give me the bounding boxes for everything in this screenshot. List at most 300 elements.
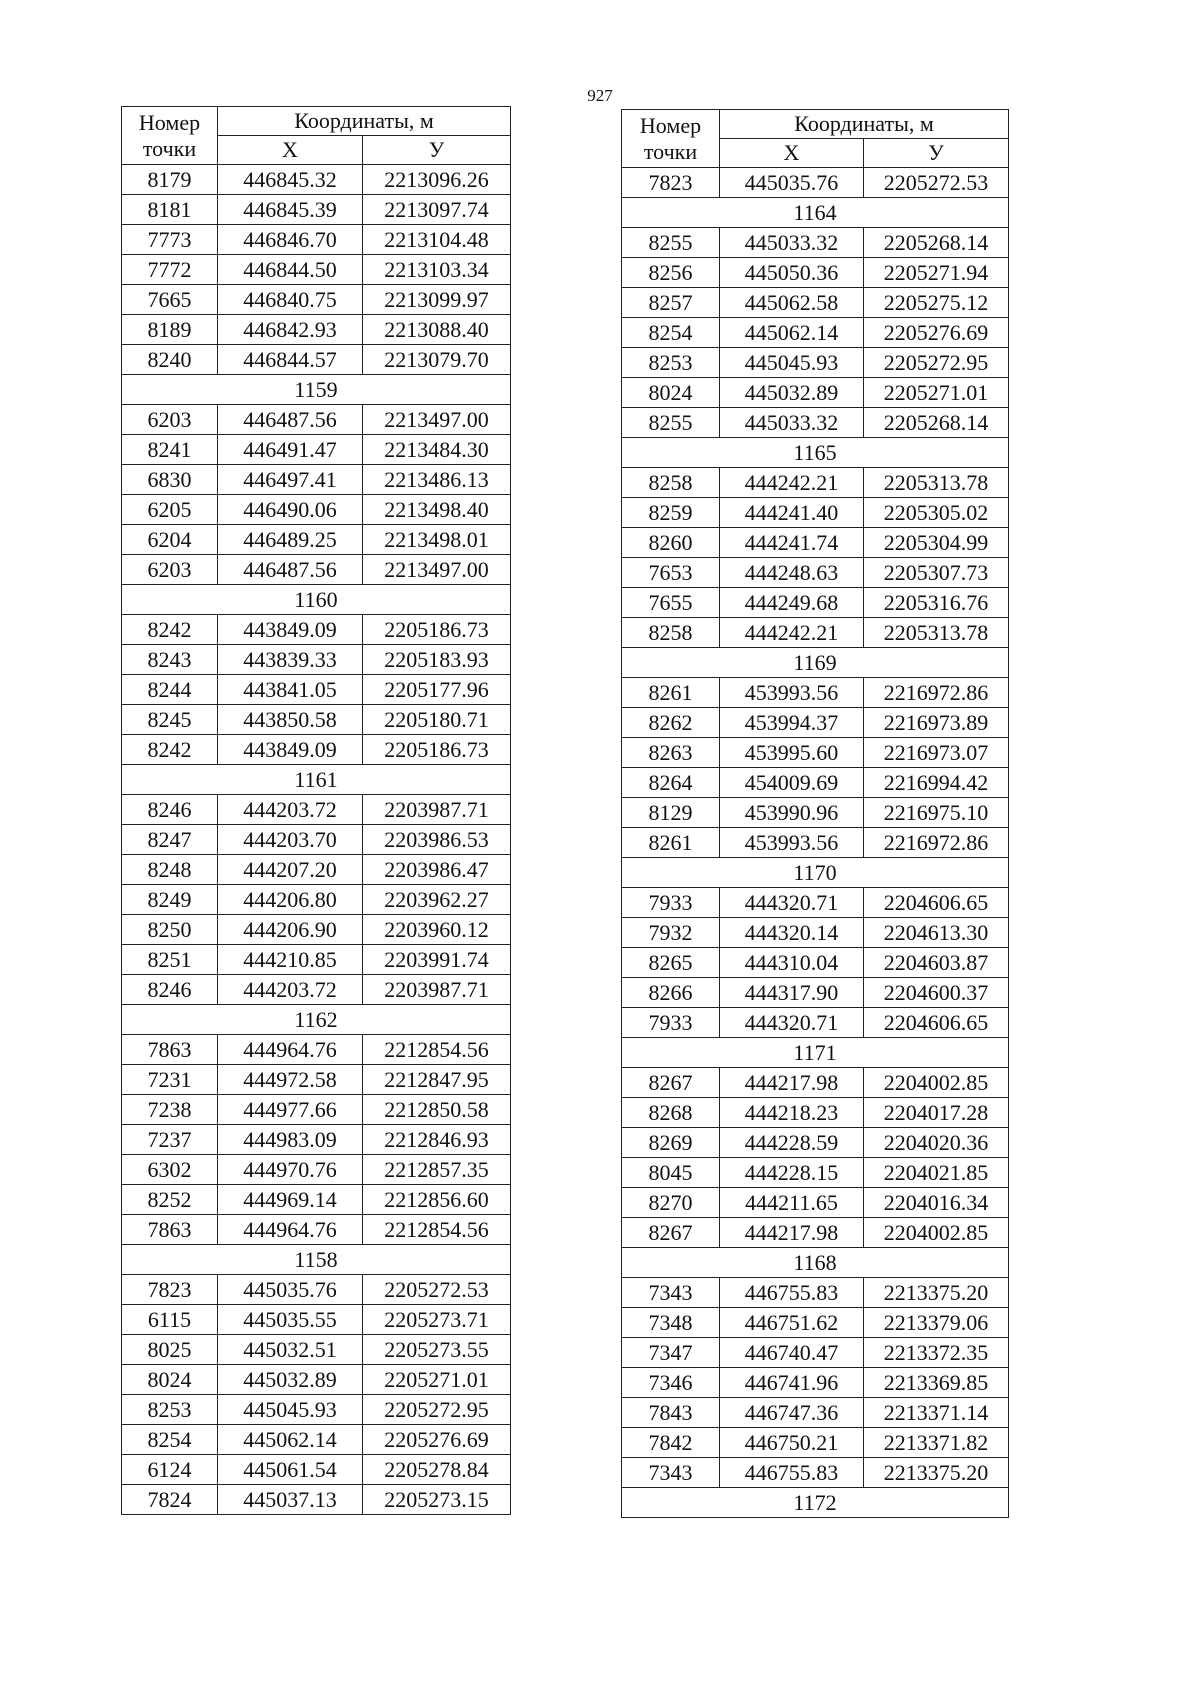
- table-row: [122, 1155, 511, 1185]
- x-coordinate-cell: 446490.06: [218, 495, 363, 525]
- y-coordinate-cell: 2204600.37: [864, 978, 1009, 1008]
- x-coordinate-cell: 445033.32: [720, 408, 864, 438]
- table-row: [122, 795, 511, 825]
- table-row: [622, 798, 1009, 828]
- point-number-cell: 8257: [622, 288, 720, 318]
- x-coordinate-cell: 444203.72: [218, 975, 363, 1005]
- point-number-cell: 8129: [622, 798, 720, 828]
- table-row: [122, 405, 511, 435]
- x-coordinate-cell: 446846.70: [218, 225, 363, 255]
- x-coordinate-cell: 444248.63: [720, 558, 864, 588]
- table-row: [622, 948, 1009, 978]
- section-row: [122, 765, 511, 795]
- point-number-cell: 8253: [122, 1395, 218, 1425]
- x-coordinate-cell: 443849.09: [218, 735, 363, 765]
- y-coordinate-cell: 2212847.95: [363, 1065, 511, 1095]
- y-coordinate-cell: 2205276.69: [864, 318, 1009, 348]
- point-number-cell: 7231: [122, 1065, 218, 1095]
- x-coordinate-cell: 445033.32: [720, 228, 864, 258]
- point-number-cell: 8265: [622, 948, 720, 978]
- y-coordinate-cell: 2204002.85: [864, 1218, 1009, 1248]
- x-coordinate-cell: 446755.83: [720, 1278, 864, 1308]
- table-row: [122, 195, 511, 225]
- point-number-cell: 8256: [622, 258, 720, 288]
- table-row: [122, 615, 511, 645]
- section-row: [622, 1488, 1009, 1518]
- section-row: [622, 438, 1009, 468]
- table-row: [122, 345, 511, 375]
- y-coordinate-cell: 2216972.86: [864, 678, 1009, 708]
- section-number: 1170: [622, 858, 1009, 888]
- point-number-cell: 6203: [122, 555, 218, 585]
- point-number-cell: 8242: [122, 615, 218, 645]
- x-coordinate-cell: 444242.21: [720, 618, 864, 648]
- y-coordinate-cell: 2204016.34: [864, 1188, 1009, 1218]
- point-number-cell: 8243: [122, 645, 218, 675]
- table-row: [622, 1338, 1009, 1368]
- point-number-cell: 7238: [122, 1095, 218, 1125]
- y-coordinate-cell: 2205268.14: [864, 228, 1009, 258]
- section-number: 1172: [622, 1488, 1009, 1518]
- point-number-cell: 8249: [122, 885, 218, 915]
- x-coordinate-cell: 453993.56: [720, 678, 864, 708]
- section-number: 1168: [622, 1248, 1009, 1278]
- point-number-cell: 8024: [122, 1365, 218, 1395]
- x-coordinate-cell: 444203.72: [218, 795, 363, 825]
- point-number-cell: 7665: [122, 285, 218, 315]
- table-row: [622, 468, 1009, 498]
- y-coordinate-cell: 2213104.48: [363, 225, 511, 255]
- point-number-cell: 7348: [622, 1308, 720, 1338]
- y-coordinate-cell: 2213375.20: [864, 1278, 1009, 1308]
- y-coordinate-cell: 2203986.47: [363, 855, 511, 885]
- point-number-cell: 7933: [622, 888, 720, 918]
- x-coordinate-cell: 446844.50: [218, 255, 363, 285]
- x-coordinate-cell: 445062.14: [720, 318, 864, 348]
- table-row: [122, 435, 511, 465]
- table-row: [622, 1308, 1009, 1338]
- x-coordinate-cell: 444317.90: [720, 978, 864, 1008]
- y-coordinate-cell: 2205272.95: [864, 348, 1009, 378]
- table-row: [122, 1455, 511, 1485]
- section-row: [622, 858, 1009, 888]
- x-coordinate-cell: 446845.32: [218, 165, 363, 195]
- x-coordinate-cell: 444211.65: [720, 1188, 864, 1218]
- point-number-cell: 8259: [622, 498, 720, 528]
- section-row: [622, 648, 1009, 678]
- point-number-cell: 6203: [122, 405, 218, 435]
- y-coordinate-cell: 2205305.02: [864, 498, 1009, 528]
- y-coordinate-cell: 2216975.10: [864, 798, 1009, 828]
- y-coordinate-cell: 2213369.85: [864, 1368, 1009, 1398]
- table-row: [122, 1095, 511, 1125]
- y-coordinate-cell: 2204603.87: [864, 948, 1009, 978]
- table-row: [622, 738, 1009, 768]
- x-coordinate-cell: 445062.58: [720, 288, 864, 318]
- table-row: [622, 888, 1009, 918]
- x-coordinate-cell: 446845.39: [218, 195, 363, 225]
- table-row: [122, 1485, 511, 1515]
- x-coordinate-cell: 453994.37: [720, 708, 864, 738]
- y-coordinate-cell: 2205273.55: [363, 1335, 511, 1365]
- x-coordinate-cell: 453990.96: [720, 798, 864, 828]
- table-body-right: [622, 168, 1009, 1518]
- point-number-cell: 8266: [622, 978, 720, 1008]
- y-coordinate-cell: 2205268.14: [864, 408, 1009, 438]
- section-row: [622, 198, 1009, 228]
- y-coordinate-cell: 2205276.69: [363, 1425, 511, 1455]
- table-row: [622, 1398, 1009, 1428]
- x-coordinate-cell: 446489.25: [218, 525, 363, 555]
- y-column-header: У: [363, 136, 511, 165]
- coordinates-header: Координаты, м: [218, 107, 511, 136]
- point-number-cell: 8269: [622, 1128, 720, 1158]
- table-row: [122, 675, 511, 705]
- y-coordinate-cell: 2213371.82: [864, 1428, 1009, 1458]
- x-coordinate-cell: 446491.47: [218, 435, 363, 465]
- page-number: 927: [587, 86, 613, 105]
- point-number-cell: 7842: [622, 1428, 720, 1458]
- point-number-cell: 7237: [122, 1125, 218, 1155]
- point-number-cell: 8189: [122, 315, 218, 345]
- y-coordinate-cell: 2205304.99: [864, 528, 1009, 558]
- coordinates-table-left: [121, 106, 511, 1515]
- table-row: [122, 915, 511, 945]
- y-coordinate-cell: 2212857.35: [363, 1155, 511, 1185]
- point-number-cell: 6205: [122, 495, 218, 525]
- x-coordinate-cell: 445035.76: [720, 168, 864, 198]
- x-coordinate-cell: 444207.20: [218, 855, 363, 885]
- y-coordinate-cell: 2205272.95: [363, 1395, 511, 1425]
- y-coordinate-cell: 2205307.73: [864, 558, 1009, 588]
- x-coordinate-cell: 444210.85: [218, 945, 363, 975]
- section-row: [122, 375, 511, 405]
- point-number-cell: 8267: [622, 1218, 720, 1248]
- table-row: [622, 318, 1009, 348]
- table-row: [122, 1365, 511, 1395]
- x-coordinate-cell: 446750.21: [720, 1428, 864, 1458]
- y-coordinate-cell: 2212856.60: [363, 1185, 511, 1215]
- x-coordinate-cell: 444970.76: [218, 1155, 363, 1185]
- x-coordinate-cell: 446747.36: [720, 1398, 864, 1428]
- point-number-cell: 7347: [622, 1338, 720, 1368]
- point-number-cell: 7655: [622, 588, 720, 618]
- x-coordinate-cell: 443841.05: [218, 675, 363, 705]
- point-number-cell: 7863: [122, 1035, 218, 1065]
- y-coordinate-cell: 2213375.20: [864, 1458, 1009, 1488]
- table-row: [622, 408, 1009, 438]
- x-coordinate-cell: 444228.15: [720, 1158, 864, 1188]
- table-row: [122, 735, 511, 765]
- table-row: [622, 228, 1009, 258]
- x-coordinate-cell: 444228.59: [720, 1128, 864, 1158]
- y-coordinate-cell: 2213498.01: [363, 525, 511, 555]
- section-number: 1158: [122, 1245, 511, 1275]
- x-coordinate-cell: 444206.80: [218, 885, 363, 915]
- x-coordinate-cell: 445050.36: [720, 258, 864, 288]
- table-row: [122, 1125, 511, 1155]
- table-row: [622, 1458, 1009, 1488]
- y-coordinate-cell: 2213486.13: [363, 465, 511, 495]
- section-number: 1165: [622, 438, 1009, 468]
- section-number: 1169: [622, 648, 1009, 678]
- point-number-cell: 8251: [122, 945, 218, 975]
- y-coordinate-cell: 2205183.93: [363, 645, 511, 675]
- table-row: [622, 258, 1009, 288]
- y-coordinate-cell: 2203987.71: [363, 975, 511, 1005]
- point-number-cell: 8252: [122, 1185, 218, 1215]
- y-coordinate-cell: 2203960.12: [363, 915, 511, 945]
- x-coordinate-cell: 445032.89: [218, 1365, 363, 1395]
- x-column-header: X: [720, 139, 864, 168]
- table-row: [122, 1215, 511, 1245]
- table-row: [122, 525, 511, 555]
- y-coordinate-cell: 2216973.07: [864, 738, 1009, 768]
- point-number-header: Номер точки: [122, 107, 218, 165]
- table-row: [122, 285, 511, 315]
- point-number-cell: 8270: [622, 1188, 720, 1218]
- table-row: [622, 1128, 1009, 1158]
- y-coordinate-cell: 2213103.34: [363, 255, 511, 285]
- point-number-cell: 8253: [622, 348, 720, 378]
- point-number-cell: 8241: [122, 435, 218, 465]
- x-coordinate-cell: 446487.56: [218, 555, 363, 585]
- table-row: [122, 1185, 511, 1215]
- point-number-cell: 8250: [122, 915, 218, 945]
- y-coordinate-cell: 2205186.73: [363, 735, 511, 765]
- x-coordinate-cell: 445032.51: [218, 1335, 363, 1365]
- table-row: [122, 165, 511, 195]
- point-number-cell: 8024: [622, 378, 720, 408]
- point-number-cell: 8244: [122, 675, 218, 705]
- y-coordinate-cell: 2213497.00: [363, 555, 511, 585]
- table-row: [122, 1425, 511, 1455]
- table-row: [622, 1098, 1009, 1128]
- table-row: [622, 618, 1009, 648]
- table-row: [622, 288, 1009, 318]
- y-coordinate-cell: 2205271.01: [864, 378, 1009, 408]
- point-number-cell: 8255: [622, 408, 720, 438]
- table-row: [122, 1065, 511, 1095]
- y-coordinate-cell: 2205272.53: [864, 168, 1009, 198]
- x-coordinate-cell: 445045.93: [720, 348, 864, 378]
- table-row: [622, 558, 1009, 588]
- y-coordinate-cell: 2205272.53: [363, 1275, 511, 1305]
- x-coordinate-cell: 444310.04: [720, 948, 864, 978]
- table-body-left: [122, 165, 511, 1515]
- y-coordinate-cell: 2205180.71: [363, 705, 511, 735]
- section-number: 1161: [122, 765, 511, 795]
- point-number-cell: 8247: [122, 825, 218, 855]
- y-coordinate-cell: 2205275.12: [864, 288, 1009, 318]
- x-coordinate-cell: 443839.33: [218, 645, 363, 675]
- point-number-cell: 6124: [122, 1455, 218, 1485]
- table-row: [122, 555, 511, 585]
- table-row: [622, 828, 1009, 858]
- x-coordinate-cell: 446487.56: [218, 405, 363, 435]
- table-row: [122, 1335, 511, 1365]
- y-coordinate-cell: 2204017.28: [864, 1098, 1009, 1128]
- x-coordinate-cell: 444969.14: [218, 1185, 363, 1215]
- x-coordinate-cell: 444964.76: [218, 1035, 363, 1065]
- x-coordinate-cell: 445045.93: [218, 1395, 363, 1425]
- point-number-cell: 8261: [622, 678, 720, 708]
- y-coordinate-cell: 2205186.73: [363, 615, 511, 645]
- section-number: 1164: [622, 198, 1009, 228]
- x-coordinate-cell: 446497.41: [218, 465, 363, 495]
- point-number-cell: 8181: [122, 195, 218, 225]
- x-coordinate-cell: 445061.54: [218, 1455, 363, 1485]
- x-coordinate-cell: 444320.71: [720, 1008, 864, 1038]
- table-row: [622, 1278, 1009, 1308]
- point-number-cell: 8255: [622, 228, 720, 258]
- point-number-cell: 8179: [122, 165, 218, 195]
- x-coordinate-cell: 446755.83: [720, 1458, 864, 1488]
- point-number-cell: 7343: [622, 1278, 720, 1308]
- table-row: [622, 1158, 1009, 1188]
- point-number-cell: 8262: [622, 708, 720, 738]
- table-row: [622, 918, 1009, 948]
- point-number-cell: 7932: [622, 918, 720, 948]
- table-row: [122, 885, 511, 915]
- y-coordinate-cell: 2213372.35: [864, 1338, 1009, 1368]
- table-row: [622, 1368, 1009, 1398]
- section-row: [622, 1248, 1009, 1278]
- y-coordinate-cell: 2205273.15: [363, 1485, 511, 1515]
- section-number: 1171: [622, 1038, 1009, 1068]
- section-row: [122, 585, 511, 615]
- x-coordinate-cell: 444964.76: [218, 1215, 363, 1245]
- x-column-header: X: [218, 136, 363, 165]
- x-coordinate-cell: 445035.55: [218, 1305, 363, 1335]
- table-row: [622, 1428, 1009, 1458]
- table-row: [122, 1035, 511, 1065]
- table-row: [122, 975, 511, 1005]
- y-coordinate-cell: 2216994.42: [864, 768, 1009, 798]
- x-coordinate-cell: 453993.56: [720, 828, 864, 858]
- point-number-cell: 8245: [122, 705, 218, 735]
- section-number: 1162: [122, 1005, 511, 1035]
- x-coordinate-cell: 453995.60: [720, 738, 864, 768]
- table-row: [622, 678, 1009, 708]
- x-coordinate-cell: 444977.66: [218, 1095, 363, 1125]
- y-coordinate-cell: 2212850.58: [363, 1095, 511, 1125]
- coordinates-table-right: [621, 109, 1009, 1518]
- x-coordinate-cell: 443849.09: [218, 615, 363, 645]
- table-row: [122, 645, 511, 675]
- y-coordinate-cell: 2203991.74: [363, 945, 511, 975]
- point-number-cell: 8258: [622, 468, 720, 498]
- x-coordinate-cell: 446741.96: [720, 1368, 864, 1398]
- y-coordinate-cell: 2205313.78: [864, 618, 1009, 648]
- y-coordinate-cell: 2216973.89: [864, 708, 1009, 738]
- y-coordinate-cell: 2203986.53: [363, 825, 511, 855]
- y-coordinate-cell: 2213099.97: [363, 285, 511, 315]
- point-number-cell: 8025: [122, 1335, 218, 1365]
- y-coordinate-cell: 2204606.65: [864, 1008, 1009, 1038]
- table-row: [122, 225, 511, 255]
- point-number-cell: 6115: [122, 1305, 218, 1335]
- table-row: [622, 978, 1009, 1008]
- point-number-cell: 7823: [622, 168, 720, 198]
- y-coordinate-cell: 2213088.40: [363, 315, 511, 345]
- section-number: 1160: [122, 585, 511, 615]
- y-coordinate-cell: 2205316.76: [864, 588, 1009, 618]
- point-number-cell: 8263: [622, 738, 720, 768]
- table-row: [622, 1008, 1009, 1038]
- y-coordinate-cell: 2213079.70: [363, 345, 511, 375]
- table-row: [622, 348, 1009, 378]
- y-coordinate-cell: 2213484.30: [363, 435, 511, 465]
- point-number-cell: 7863: [122, 1215, 218, 1245]
- x-coordinate-cell: 444983.09: [218, 1125, 363, 1155]
- y-coordinate-cell: 2204021.85: [864, 1158, 1009, 1188]
- point-number-cell: 7346: [622, 1368, 720, 1398]
- point-number-cell: 8246: [122, 975, 218, 1005]
- y-coordinate-cell: 2213097.74: [363, 195, 511, 225]
- y-coordinate-cell: 2204613.30: [864, 918, 1009, 948]
- table-row: [122, 945, 511, 975]
- x-coordinate-cell: 454009.69: [720, 768, 864, 798]
- table-row: [122, 825, 511, 855]
- y-coordinate-cell: 2212854.56: [363, 1035, 511, 1065]
- point-number-cell: 6302: [122, 1155, 218, 1185]
- point-number-cell: 8258: [622, 618, 720, 648]
- point-number-cell: 7343: [622, 1458, 720, 1488]
- y-coordinate-cell: 2213096.26: [363, 165, 511, 195]
- point-number-cell: 8045: [622, 1158, 720, 1188]
- point-number-cell: 8264: [622, 768, 720, 798]
- table-row: [622, 708, 1009, 738]
- point-number-cell: 7653: [622, 558, 720, 588]
- point-number-cell: 8240: [122, 345, 218, 375]
- table-row: [622, 528, 1009, 558]
- point-number-cell: 6830: [122, 465, 218, 495]
- y-coordinate-cell: 2205271.94: [864, 258, 1009, 288]
- y-coordinate-cell: 2204002.85: [864, 1068, 1009, 1098]
- x-coordinate-cell: 446740.47: [720, 1338, 864, 1368]
- x-coordinate-cell: 445062.14: [218, 1425, 363, 1455]
- y-coordinate-cell: 2213379.06: [864, 1308, 1009, 1338]
- table-row: [622, 588, 1009, 618]
- y-coordinate-cell: 2205313.78: [864, 468, 1009, 498]
- point-number-cell: 8268: [622, 1098, 720, 1128]
- y-coordinate-cell: 2205273.71: [363, 1305, 511, 1335]
- point-number-cell: 6204: [122, 525, 218, 555]
- point-number-cell: 8254: [622, 318, 720, 348]
- point-number-cell: 7843: [622, 1398, 720, 1428]
- y-column-header: У: [864, 139, 1009, 168]
- coordinates-header: Координаты, м: [720, 110, 1009, 139]
- y-coordinate-cell: 2205177.96: [363, 675, 511, 705]
- point-number-cell: 8246: [122, 795, 218, 825]
- table-row: [122, 1275, 511, 1305]
- table-row: [122, 855, 511, 885]
- point-number-cell: 7773: [122, 225, 218, 255]
- y-coordinate-cell: 2204020.36: [864, 1128, 1009, 1158]
- table-row: [622, 1218, 1009, 1248]
- table-row: [122, 1305, 511, 1335]
- y-coordinate-cell: 2213371.14: [864, 1398, 1009, 1428]
- point-number-cell: 7772: [122, 255, 218, 285]
- point-number-cell: 8260: [622, 528, 720, 558]
- x-coordinate-cell: 446844.57: [218, 345, 363, 375]
- table-row: [622, 168, 1009, 198]
- point-number-cell: 7824: [122, 1485, 218, 1515]
- table-row: [122, 1395, 511, 1425]
- section-number: 1159: [122, 375, 511, 405]
- y-coordinate-cell: 2203962.27: [363, 885, 511, 915]
